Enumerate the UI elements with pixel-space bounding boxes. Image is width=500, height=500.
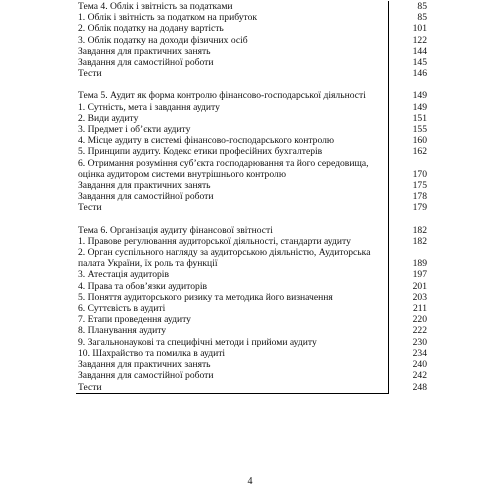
toc-entry-page: 211 (412, 303, 427, 315)
toc-entry-title: Тема 4. Облік і звітність за податками (76, 1, 389, 12)
toc-entry-page: 122 (412, 34, 427, 46)
toc-row (76, 292, 433, 303)
toc-entry-page: 242 (412, 370, 427, 382)
toc-row (76, 146, 433, 157)
toc-entry-title: Тести (76, 202, 389, 213)
toc-row (76, 382, 433, 394)
page-number: 4 (247, 476, 253, 487)
toc-entry-page: 203 (412, 291, 427, 303)
toc-entry-page: 170 (412, 168, 427, 180)
toc-entry-title: Тести (76, 68, 389, 79)
toc-row (76, 12, 433, 23)
toc-entry-title: 1. Облік і звітність за податком на прибуток (76, 12, 389, 23)
toc-entry-title: Тести (76, 382, 389, 394)
toc-body (76, 1, 433, 393)
toc-entry-page: 160 (412, 135, 427, 147)
toc-entry-page: 182 (412, 224, 427, 236)
toc-row (76, 180, 433, 191)
toc-entry-page: 182 (412, 235, 427, 247)
toc-entry-page: 178 (412, 191, 427, 203)
toc-entry-page (389, 214, 434, 225)
toc-row (76, 23, 433, 34)
toc-entry-title: 2. Облік податку на додану вартість (76, 23, 389, 34)
toc-row (76, 281, 433, 292)
toc-entry-title: 6. Отримання розуміння суб’єкта господарювання та його середовища, оцінка аудитором системи внутрішнього контролю (76, 158, 389, 180)
toc-entry-page (389, 79, 434, 90)
toc-entry-page: 101 (412, 23, 427, 35)
toc-entry-title: 3. Облік податку на доходи фізичних осіб (76, 35, 389, 46)
toc-entry-title: 2. Орган суспільного нагляду за аудиторською діяльністю, Аудиторська палата України, їх роль та функції (76, 247, 389, 269)
toc-entry-page: 197 (412, 269, 427, 281)
toc-row (76, 236, 433, 247)
toc-entry-page: 240 (412, 359, 427, 371)
toc-entry-page: 201 (412, 280, 427, 292)
toc-row (76, 202, 433, 213)
toc-entry-title (76, 79, 389, 90)
toc-entry-page: 222 (412, 325, 427, 337)
toc-entry-title: 3. Предмет і об’єкти аудиту (76, 124, 389, 135)
toc-entry-title: 1. Правове регулювання аудиторської діяльності, стандарти аудиту (76, 236, 389, 247)
toc-row (76, 269, 433, 280)
toc-spacer-row (76, 214, 433, 225)
toc-entry-title: Тема 5. Аудит як форма контролю фінансово-господарської діяльності (76, 90, 389, 101)
toc-row (76, 247, 433, 269)
toc-row (76, 113, 433, 124)
toc-entry-title: Завдання для самостійної роботи (76, 57, 389, 68)
toc-entry-title: Тема 6. Організація аудиту фінансової звітності (76, 225, 389, 236)
toc-entry-title: 5. Поняття аудиторського ризику та методика його визначення (76, 292, 389, 303)
toc-row (76, 191, 433, 202)
toc-row (76, 337, 433, 348)
toc-row (76, 348, 433, 359)
toc-entry-page: 175 (412, 180, 427, 192)
toc-entry-page: 234 (412, 347, 427, 359)
toc-entry-title: 2. Види аудиту (76, 113, 389, 124)
toc-row (76, 90, 433, 101)
toc-entry-title: 5. Принципи аудиту. Кодекс етики професійних бухгалтерів (76, 146, 389, 157)
toc-entry-page: 162 (412, 146, 427, 158)
toc-entry-page: 179 (412, 202, 427, 214)
toc-entry-title: Завдання для самостійної роботи (76, 191, 389, 202)
toc-entry-page: 151 (412, 112, 427, 124)
toc-row (76, 359, 433, 370)
toc-row (76, 102, 433, 113)
toc-row (76, 124, 433, 135)
toc-row (76, 325, 433, 336)
toc-row (76, 370, 433, 381)
toc-entry-title: 8. Планування аудиту (76, 325, 389, 336)
toc-row (76, 68, 433, 79)
toc-entry-title: 7. Етапи проведення аудиту (76, 314, 389, 325)
toc-entry-page: 149 (412, 101, 427, 113)
toc-spacer-row (76, 79, 433, 90)
toc-entry-page: 189 (412, 258, 427, 270)
toc-entry-title: 10. Шахрайство та помилка в аудиті (76, 348, 389, 359)
toc-row (76, 57, 433, 68)
toc-entry-title: 1. Сутність, мета і завдання аудиту (76, 102, 389, 113)
toc-entry-page: 155 (412, 124, 427, 136)
toc-entry-title: 4. Права та обов’язки аудиторів (76, 281, 389, 292)
toc-row (76, 46, 433, 57)
toc-entry-page: 248 (412, 382, 427, 393)
toc-entry-title: 9. Загальнонаукові та специфічні методи і прийоми аудиту (76, 337, 389, 348)
toc-entry-page: 149 (412, 90, 427, 102)
toc-entry-page: 85 (417, 1, 427, 12)
toc-entry-title: Завдання для практичних занять (76, 359, 389, 370)
toc-entry-title: 4. Місце аудиту в системі фінансово-господарського контролю (76, 135, 389, 146)
toc-entry-title: Завдання для практичних занять (76, 46, 389, 57)
toc-entry-page: 146 (412, 68, 427, 80)
toc-row (76, 314, 433, 325)
toc-entry-title: 6. Суттєвість в аудиті (76, 303, 389, 314)
toc-entry-title: Завдання для практичних занять (76, 180, 389, 191)
toc-row (76, 303, 433, 314)
toc-entry-title (76, 214, 389, 225)
toc-row (76, 35, 433, 46)
toc-entry-page: 85 (417, 12, 427, 24)
toc-row (76, 225, 433, 236)
toc-row (76, 1, 433, 12)
toc-row (76, 158, 433, 180)
toc-entry-page: 145 (412, 57, 427, 69)
toc-entry-page: 220 (412, 314, 427, 326)
table-of-contents (76, 1, 433, 394)
toc-entry-page: 230 (412, 336, 427, 348)
toc-row (76, 135, 433, 146)
toc-entry-title: Завдання для самостійної роботи (76, 370, 389, 381)
toc-entry-title: 3. Атестація аудиторів (76, 269, 389, 280)
toc-entry-page: 144 (412, 45, 427, 57)
